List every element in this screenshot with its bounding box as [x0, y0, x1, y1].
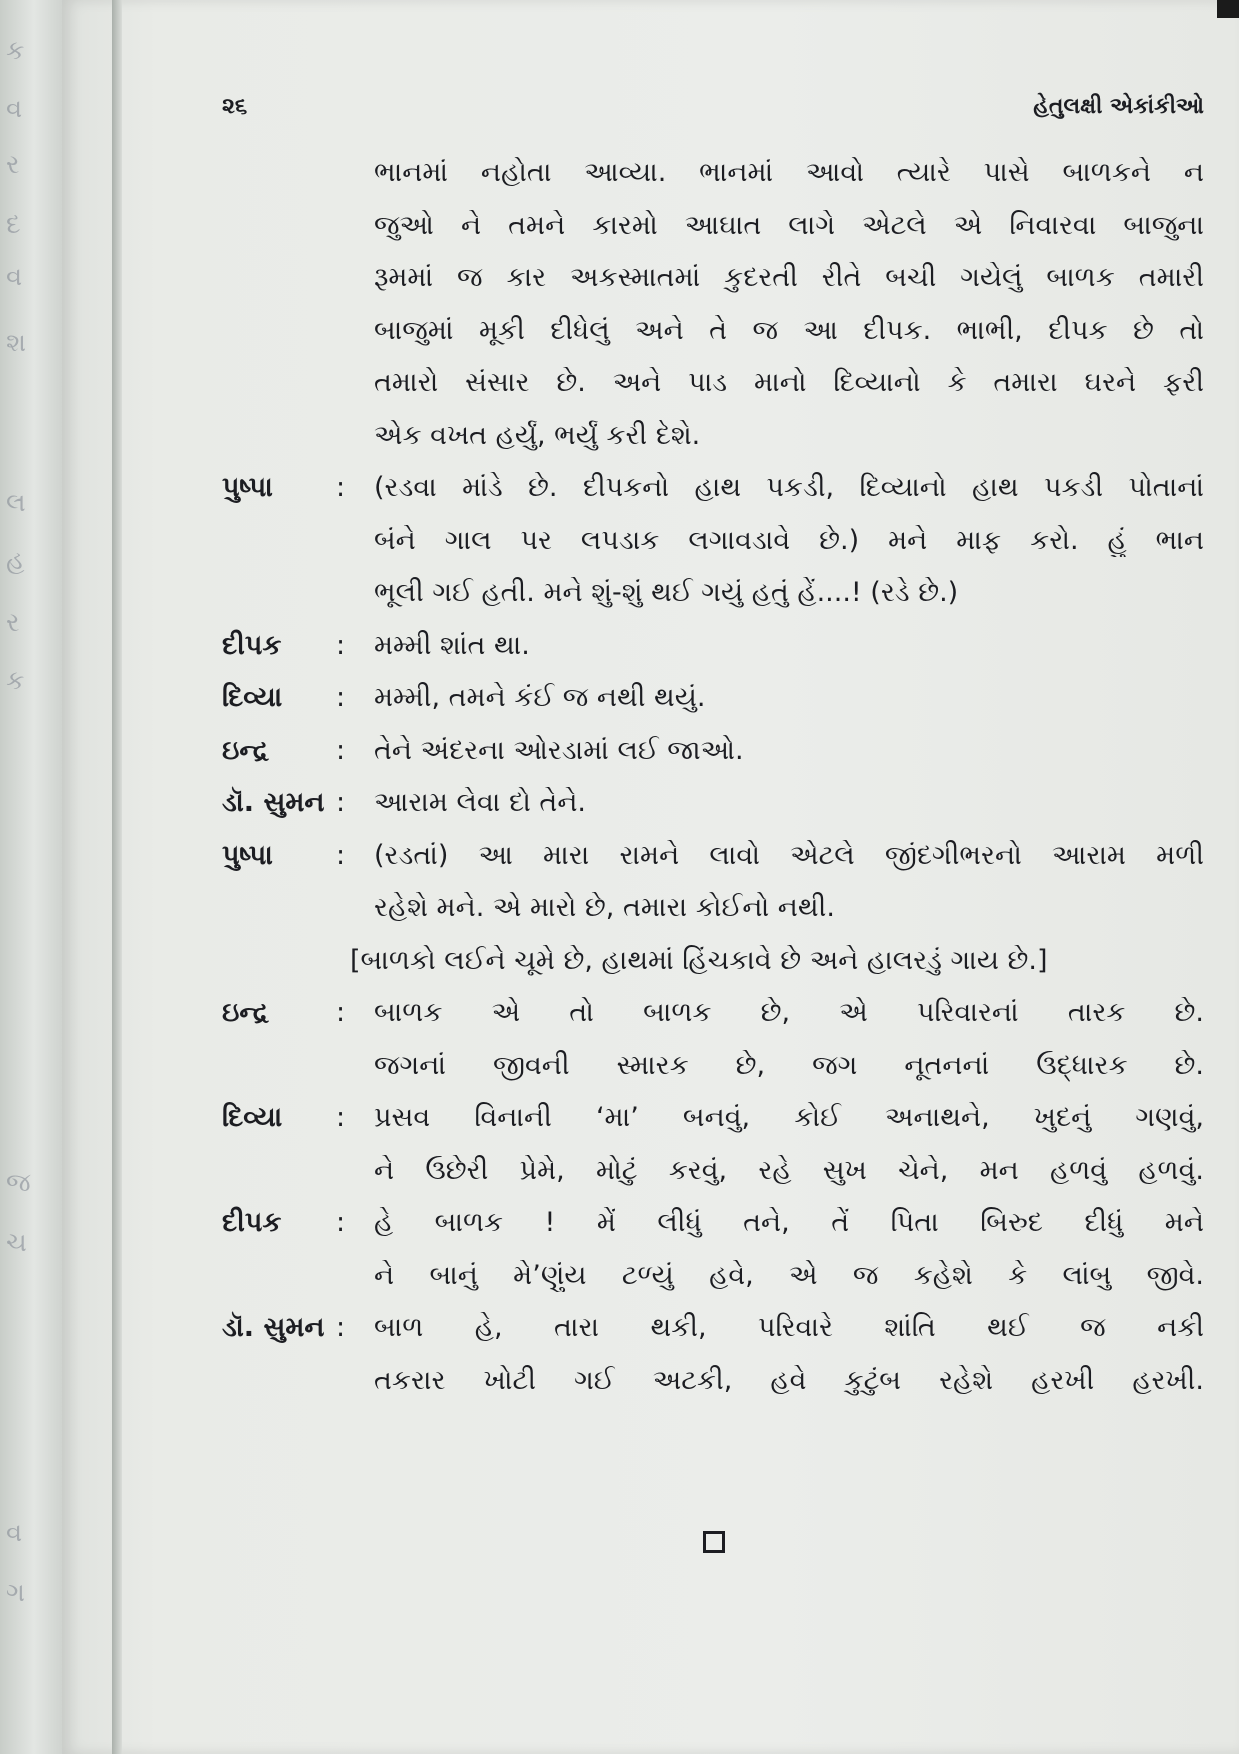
- speaker-colon: :: [336, 839, 346, 871]
- dialogue-text: ને ઉછેરી પ્રેમે, મોટું કરવું, રહે સુખ ચેને, મન હળવું હળવું.: [374, 1154, 1204, 1186]
- dialogue-line: [222, 1207, 1204, 1260]
- bleed-through-mark: ગ: [6, 1578, 25, 1608]
- dialogue-line: [222, 1365, 1204, 1418]
- dialogue-text: મમ્મી શાંત થા.: [374, 629, 530, 661]
- bleed-through-mark: હ: [6, 546, 25, 576]
- dialogue-line: [222, 892, 1204, 945]
- speaker-name: પુષ્પા: [222, 472, 273, 503]
- bleed-through-mark: વ: [6, 1518, 23, 1548]
- speaker-colon: :: [336, 629, 346, 661]
- dialogue-line: [222, 525, 1204, 578]
- dialogue-text: રૂમમાં જ કાર અકસ્માતમાં કુદરતી રીતે બચી ગયેલું બાળક તમારી: [374, 262, 1204, 293]
- bleed-through-mark: ચ: [6, 1228, 27, 1258]
- scan-left-margin: [0, 0, 62, 1754]
- bleed-through-mark: ર: [6, 608, 20, 638]
- bleed-through-mark: વ: [6, 262, 23, 292]
- page-number: ૨૬: [222, 94, 248, 119]
- dialogue-line: [222, 1155, 1204, 1208]
- bleed-through-mark: ક: [6, 36, 25, 66]
- speaker-colon: :: [336, 787, 346, 818]
- bleed-through-mark: ર: [6, 150, 20, 180]
- dialogue-line: [222, 210, 1204, 263]
- bleed-through-mark: શ: [6, 328, 27, 358]
- running-title: હેતુલક્ષી એકાંકીઓ: [1033, 94, 1204, 119]
- speaker-colon: :: [336, 1207, 346, 1238]
- dialogue-line: [222, 157, 1204, 210]
- dialogue-line: [222, 997, 1204, 1050]
- dialogue-text: ભાનમાં નહોતા આવ્યા. ભાનમાં આવો ત્યારે પાસે બાળકને ન: [374, 157, 1204, 188]
- bleed-through-mark: જ: [6, 1168, 31, 1198]
- dialogue-text: તમારો સંસાર છે. અને પાડ માનો દિવ્યાનો કે તમારા ઘરને ફરી: [374, 367, 1204, 398]
- dialogue-text: બંને ગાલ પર લપડાક લગાવડાવે છે.) મને માફ કરો. હું ભાન: [374, 524, 1204, 556]
- speaker-colon: :: [336, 734, 346, 766]
- dialogue-text: હે બાળક ! મેં લીધું તને, તેં પિતા બિરુદ દીધું મને: [374, 1207, 1204, 1238]
- dialogue-text: રહેશે મને. એ મારો છે, તમારા કોઈનો નથી.: [374, 892, 835, 923]
- dialogue-line: [222, 630, 1204, 683]
- dialogue-text: બાળ હે, તારા થકી, પરિવારે શાંતિ થઈ જ નકી: [374, 1312, 1204, 1343]
- dialogue-line: [222, 315, 1204, 368]
- speaker-colon: :: [336, 997, 346, 1028]
- dialogue-line: [222, 1050, 1204, 1103]
- dialogue-text: તેને અંદરના ઓરડામાં લઈ જાઓ.: [374, 734, 744, 766]
- bleed-through-mark: વ: [6, 94, 23, 124]
- dialogue-line: [222, 682, 1204, 735]
- speaker-name: ડૉ. સુમન: [222, 787, 325, 818]
- dialogue-text: ભૂલી ગઈ હતી. મને શું-શું થઈ ગયું હતું હેં....! (રડે છે.): [374, 577, 959, 608]
- dialogue-text: જુઓ ને તમને કારમો આઘાત લાગે એટલે એ નિવારવા બાજુના: [374, 209, 1204, 241]
- dialogue-line: [222, 735, 1204, 788]
- speaker-colon: :: [336, 682, 346, 713]
- speaker-name: દિવ્યા: [222, 682, 283, 713]
- speaker-name: દિવ્યા: [222, 1102, 283, 1133]
- dialogue-text: આરામ લેવા દો તેને.: [374, 787, 587, 818]
- speaker-name: ઇન્દ્ર: [222, 734, 269, 766]
- dialogue-line: [222, 787, 1204, 840]
- bleed-through-mark: ક: [6, 666, 25, 696]
- dialogue-line: [222, 577, 1204, 630]
- dialogue-line: [222, 472, 1204, 525]
- dialogue-text: મમ્મી, તમને કંઈ જ નથી થયું.: [374, 682, 706, 713]
- speaker-name: દીપક: [222, 629, 282, 661]
- dialogue-text: તકરાર ખોટી ગઈ અટકી, હવે કુટુંબ રહેશે હરખી હરખી.: [374, 1364, 1204, 1396]
- dialogue-text: જગનાં જીવની સ્મારક છે, જગ નૂતનનાં ઉદ્ધારક છે.: [374, 1049, 1204, 1081]
- play-dialogue: [222, 157, 1204, 1417]
- dialogue-line: [222, 945, 1204, 998]
- speaker-name: ઇન્દ્ર: [222, 997, 269, 1028]
- speaker-colon: :: [336, 1312, 346, 1343]
- dialogue-line: [222, 1102, 1204, 1155]
- speaker-name: પુષ્પા: [222, 839, 273, 871]
- speaker-colon: :: [336, 472, 346, 503]
- dialogue-text: એક વખત હર્યું, ભર્યું કરી દેશે.: [374, 419, 701, 451]
- dialogue-line: [222, 262, 1204, 315]
- dialogue-line: [222, 1260, 1204, 1313]
- dialogue-text: પ્રસવ વિનાની ‘મા’ બનવું, કોઈ અનાથને, ખુદનું ગણવું,: [374, 1102, 1204, 1133]
- bleed-through-area: [222, 1580, 1204, 1690]
- dialogue-line: [222, 1312, 1204, 1365]
- stage-direction: [બાળકો લઈને ચૂમે છે, હાથમાં હિંચકાવે છે અને હાલરડું ગાય છે.]: [350, 944, 1048, 976]
- dialogue-line: [222, 420, 1204, 473]
- dialogue-text: બાજુમાં મૂકી દીધેલું અને તે જ આ દીપક. ભાભી, દીપક છે તો: [374, 314, 1204, 346]
- dialogue-text: (રડતાં) આ મારા રામને લાવો એટલે જીંદગીભરનો આરામ મળી: [374, 839, 1204, 871]
- dialogue-text: (રડવા માંડે છે. દીપકનો હાથ પકડી, દિવ્યાનો હાથ પકડી પોતાનાં: [374, 472, 1204, 503]
- bleed-through-mark: દ: [6, 210, 21, 240]
- dialogue-line: [222, 367, 1204, 420]
- scan-corner-mark: [1217, 0, 1239, 18]
- speaker-name: દીપક: [222, 1207, 282, 1238]
- dialogue-text: બાળક એ તો બાળક છે, એ પરિવારનાં તારક છે.: [374, 997, 1204, 1028]
- speaker-colon: :: [336, 1102, 346, 1133]
- bleed-through-mark: લ: [6, 488, 26, 518]
- speaker-name: ડૉ. સુમન: [222, 1312, 325, 1343]
- dialogue-line: [222, 840, 1204, 893]
- dialogue-text: ને બાનું મે’ણુંય ટળ્યું હવે, એ જ કહેશે કે લાંબુ જીવે.: [374, 1259, 1204, 1291]
- page-binding-edge: [112, 0, 122, 1754]
- end-of-section-box-icon: [703, 1531, 725, 1553]
- page-header: [222, 94, 1204, 128]
